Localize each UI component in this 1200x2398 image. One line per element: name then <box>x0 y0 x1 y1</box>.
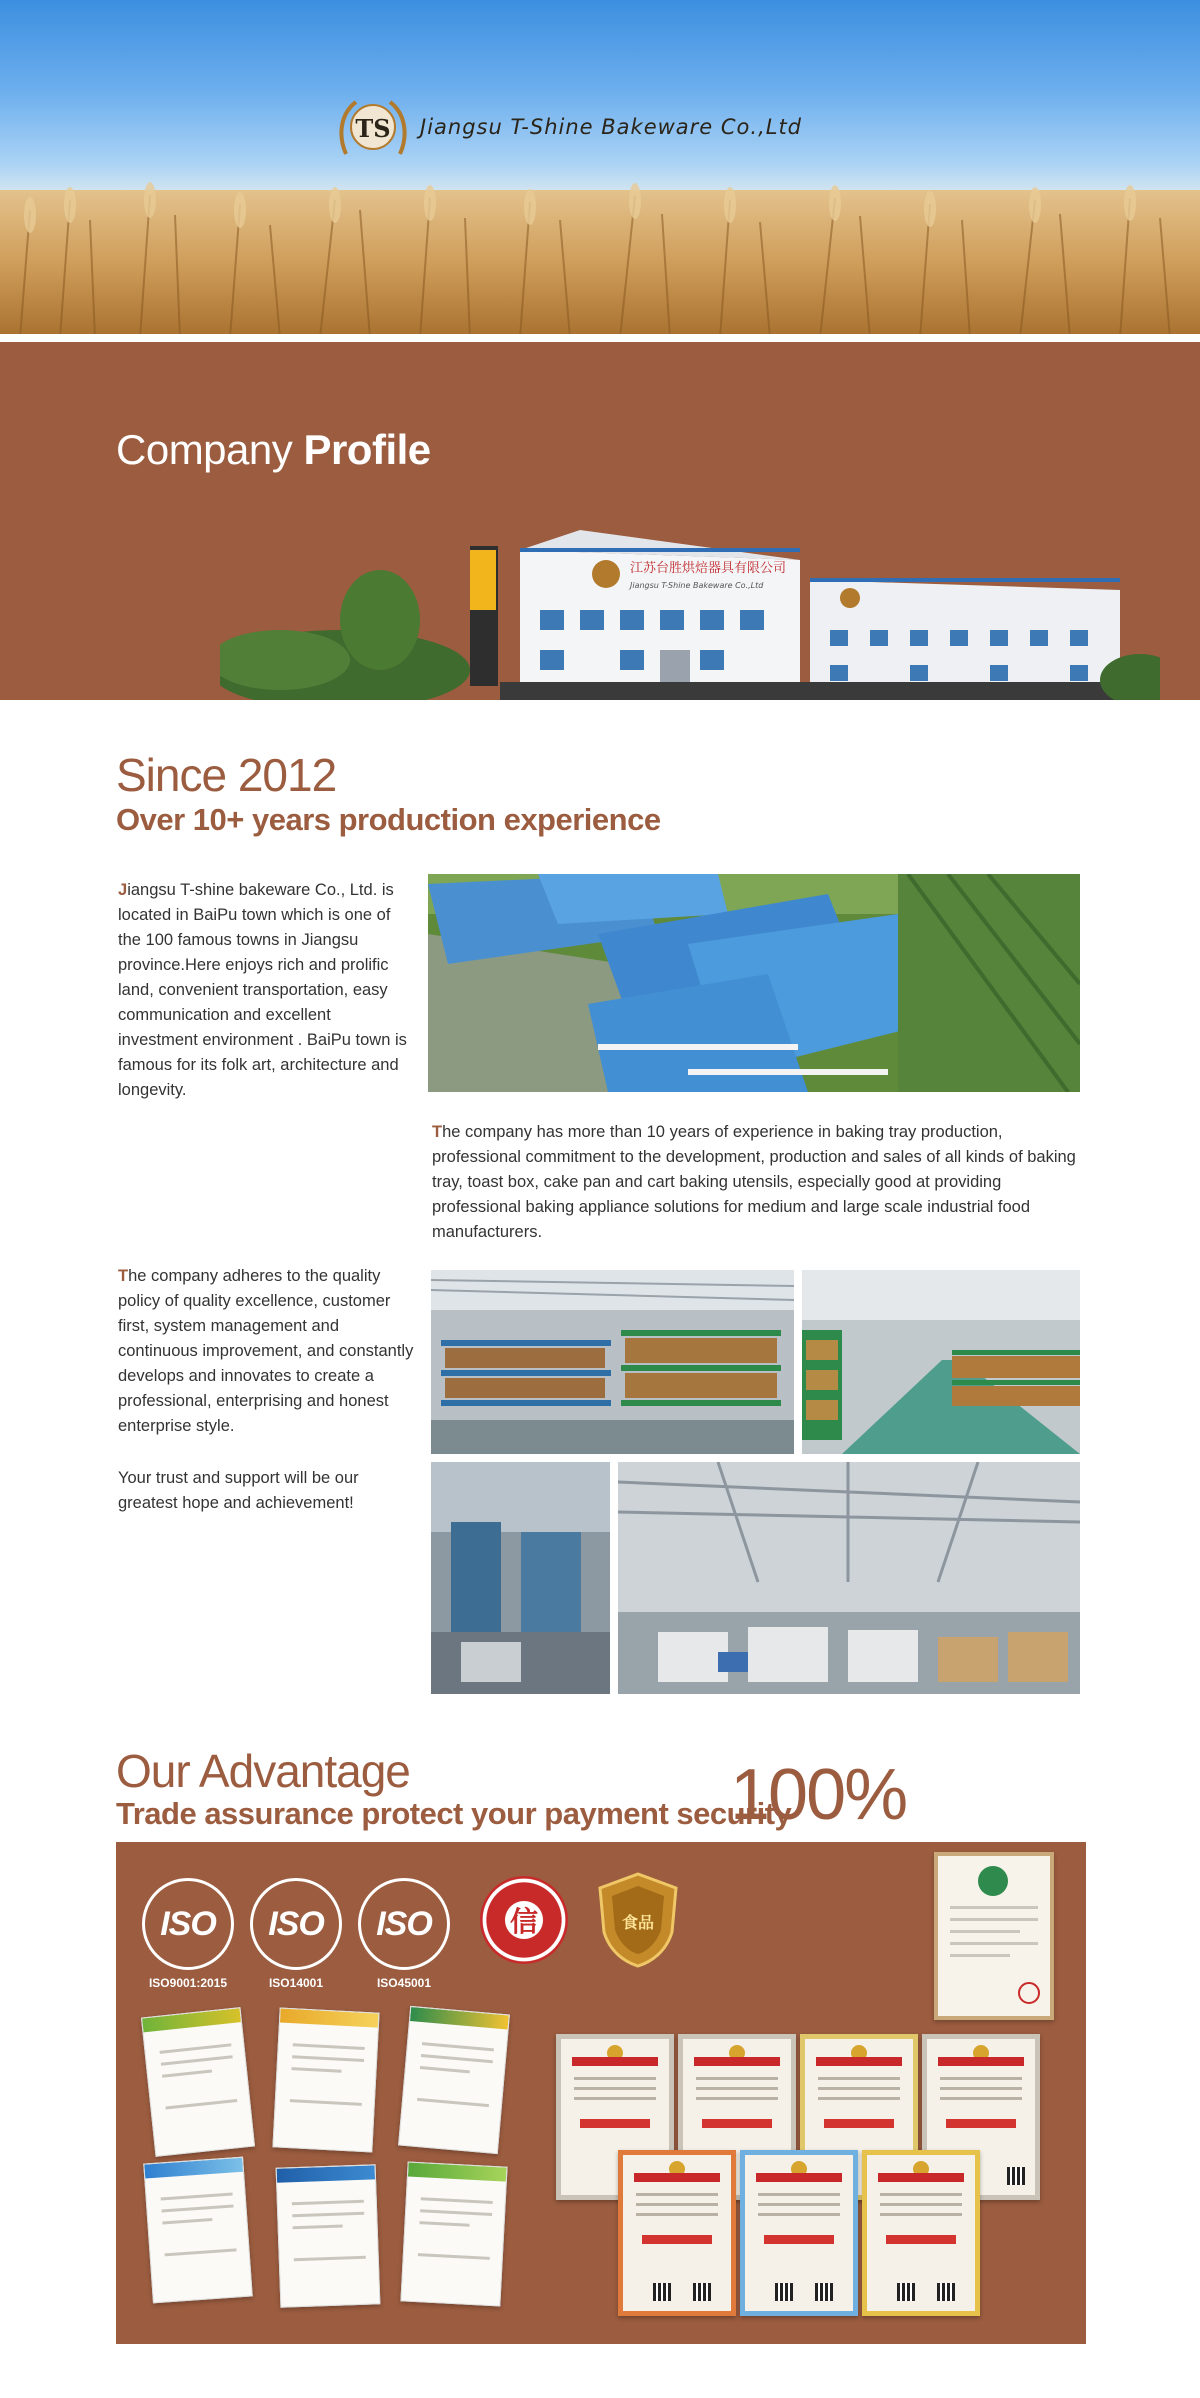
quality-paragraph <box>118 1264 414 1439</box>
since-subtitle: Over 10+ years production experience <box>116 802 661 837</box>
credit-certificate-5 <box>618 2150 736 2316</box>
experience-dropcap: T <box>432 1123 443 1141</box>
framed-certificate <box>934 1852 1054 2020</box>
iso-word: ISO <box>160 1904 216 1943</box>
iso-word: ISO <box>268 1904 324 1943</box>
trust-paragraph: Your trust and support will be our greatest hope and achievement! <box>118 1469 359 1512</box>
food-seal-char: 食品 <box>621 1913 655 1932</box>
profile-title-light: Company <box>116 426 293 473</box>
since-title: Since 2012 <box>116 749 337 801</box>
iso-9001-badge <box>138 1878 238 1990</box>
wheat-field-image <box>0 170 1200 338</box>
intro-paragraph <box>118 878 414 1103</box>
cert-emblem-icon <box>978 1866 1008 1896</box>
iso-certificate-6 <box>400 2161 507 2306</box>
hero-company-name: Jiangsu T-Shine Bakeware Co.,Ltd <box>420 115 803 139</box>
quality-text: he company adheres to the quality policy of quality excellence, customer first, system management and continuous improvement, and constantly develops and innovates to create a professional, enterprising and honest enterprise style. <box>118 1267 414 1435</box>
factory-sign-cn: 江苏台胜烘焙器具有限公司 <box>630 561 787 576</box>
certificates-panel <box>116 1842 1086 2344</box>
intro-text: iangsu T-shine bakeware Co., Ltd. is located in BaiPu town which is one of the 100 famous towns in Jiangsu province.Here enjoys rich and prolific land, convenient transportation, easy communication and excellent investment environment . BaiPu town is famous for its folk art, architecture and longevity. <box>118 881 407 1099</box>
credit-seal-icon <box>480 1876 568 1964</box>
machine-workshop-photo <box>431 1462 610 1694</box>
advantage-percent: 100% <box>730 1755 907 1835</box>
iso-certificate-1 <box>141 2007 255 2157</box>
iso-badge-icon <box>142 1878 234 1970</box>
factory-sign-en: Jiangsu T-Shine Bakeware Co.,Ltd <box>630 581 764 590</box>
iso-certificate-3 <box>398 2006 510 2154</box>
stamp-icon <box>1018 1982 1040 2004</box>
credit-seal-char: 信 <box>509 1905 538 1938</box>
advantage-title: Our Advantage <box>116 1745 410 1797</box>
profile-title-bold: Profile <box>303 426 431 473</box>
iso-certificate-5 <box>276 2164 381 2307</box>
iso-badge-icon <box>250 1878 342 1970</box>
iso-label: ISO45001 <box>376 1976 432 1990</box>
hero-banner <box>0 0 1200 338</box>
food-safety-shield-icon <box>596 1872 680 1968</box>
iso-label: ISO9001:2015 <box>148 1976 228 1990</box>
experience-paragraph <box>432 1120 1084 1245</box>
iso-certificate-2 <box>272 2007 379 2152</box>
production-hall-photo <box>618 1462 1080 1694</box>
company-profile-band <box>0 342 1200 700</box>
hero-brand <box>338 96 802 158</box>
experience-text: he company has more than 10 years of experience in baking tray production, professional commitment to the development, production and sales of all kinds of baking tray, toast box, cake pan and cart baking utensils, especially good at providing professional baking appliance solutions for medium and large scale industrial food manufacturers. <box>432 1123 1076 1241</box>
iso-45001-badge <box>354 1878 454 1990</box>
aerial-factory-photo <box>428 874 1080 1092</box>
hero-divider <box>0 334 1200 338</box>
factory-building-image <box>220 510 1160 700</box>
credit-certificate-6 <box>740 2150 858 2316</box>
iso-label: ISO14001 <box>268 1976 324 1990</box>
advantage-subtitle: Trade assurance protect your payment security <box>116 1796 792 1831</box>
warehouse-racks-photo <box>431 1270 794 1454</box>
iso-certificate-4 <box>143 2157 253 2304</box>
quality-dropcap: T <box>118 1267 129 1285</box>
iso-word: ISO <box>376 1904 432 1943</box>
iso-badge-icon <box>358 1878 450 1970</box>
credit-certificate-7 <box>862 2150 980 2316</box>
profile-title <box>116 426 431 474</box>
intro-dropcap: J <box>118 881 128 899</box>
iso-14001-badge <box>246 1878 346 1990</box>
logo-letters: TS <box>355 114 391 143</box>
company-logo-icon <box>338 96 408 158</box>
warehouse-aisle-photo <box>802 1270 1080 1454</box>
